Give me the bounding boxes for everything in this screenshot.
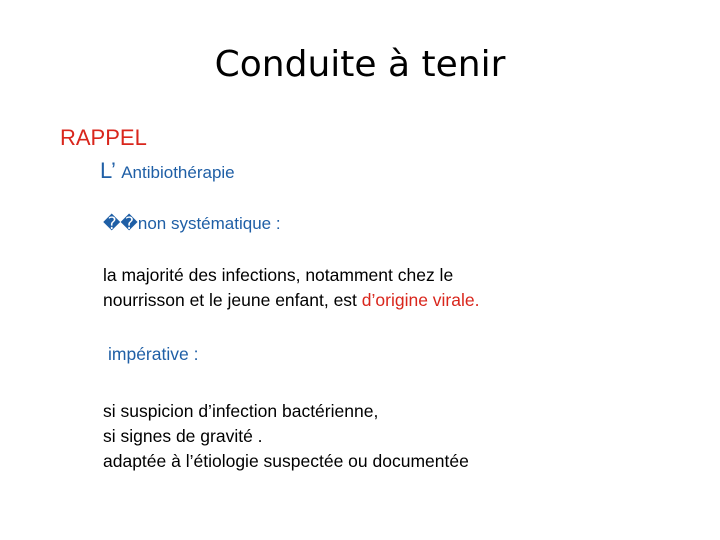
rappel-heading: RAPPEL (60, 125, 147, 150)
condition-line-3: adaptée à l’étiologie suspectée ou documentée (103, 451, 469, 471)
condition-line-1: si suspicion d’infection bactérienne, (103, 401, 379, 421)
slide-title: Conduite à tenir (214, 44, 506, 85)
imperative-heading: impérative : (108, 344, 199, 364)
condition-line-2: si signes de gravité . (103, 426, 263, 446)
para1-line2 (103, 288, 479, 313)
subhead-prefix: L’ (100, 158, 116, 183)
missing-glyph-icon: �� (103, 214, 138, 233)
para1-line2-prefix: nourrisson et le jeune enfant, est (103, 290, 362, 310)
para1-line1: la majorité des infections, notamment chez le (103, 265, 454, 285)
viral-origin-paragraph (103, 263, 479, 313)
subhead-word: Antibiothérapie (121, 163, 235, 182)
non-systematique-line (103, 214, 281, 234)
antibiotherapie-heading (100, 158, 235, 184)
non-systematique-text: non systématique : (137, 214, 281, 233)
imperative-conditions (103, 399, 469, 474)
viral-origin-highlight: d’origine virale. (361, 290, 480, 310)
